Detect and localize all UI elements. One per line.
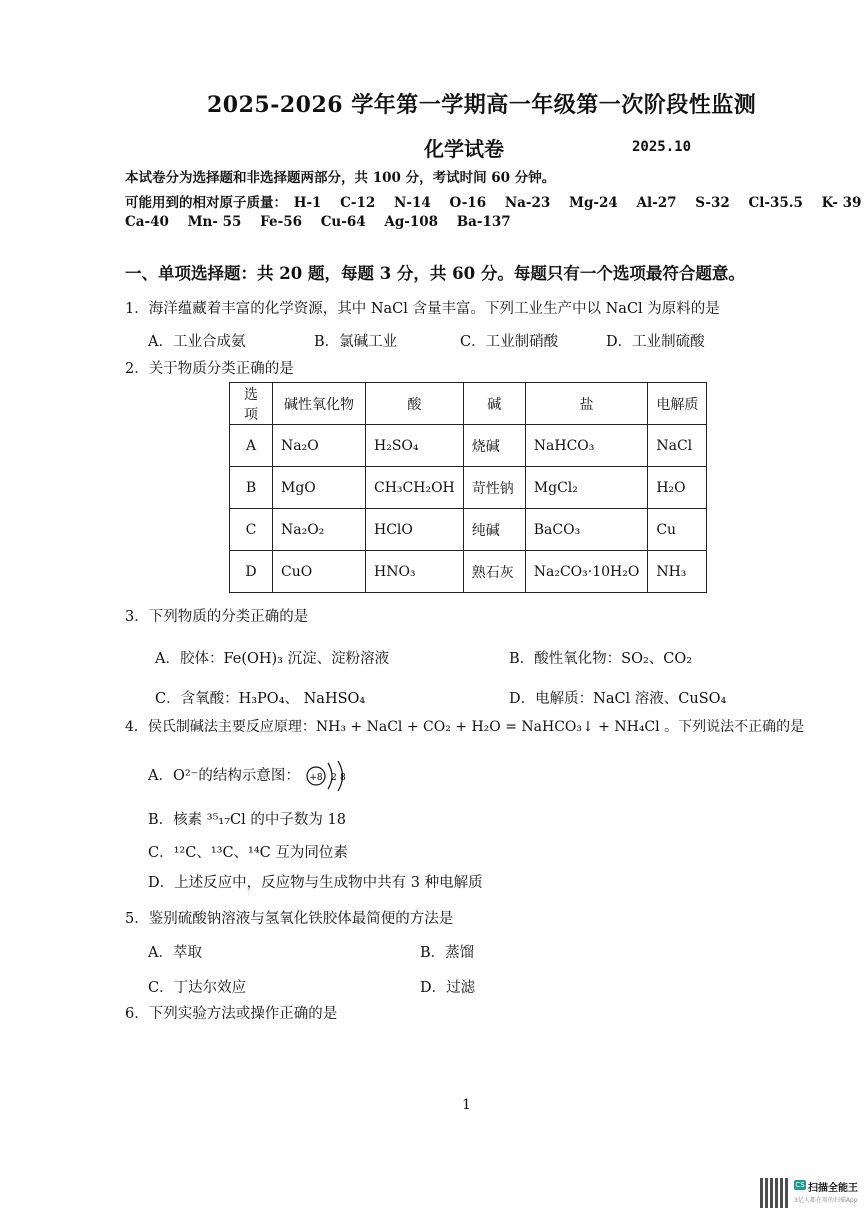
table-header: 碱性氧化物 bbox=[273, 383, 366, 425]
exam-instructions: 本试卷分为选择题和非选择题两部分，共 100 分，考试时间 60 分钟。 bbox=[125, 170, 556, 186]
table-cell: NH₃ bbox=[648, 551, 707, 593]
scanner-tagline: 3亿人都在用的扫描App bbox=[794, 1197, 858, 1204]
q5-option-d: D．过滤 bbox=[420, 980, 476, 996]
q1-option-b: B．氯碱工业 bbox=[314, 334, 398, 350]
table-header: 选项 bbox=[230, 383, 273, 425]
q4-option-a-label: A．O²⁻的结构示意图： bbox=[148, 768, 300, 784]
mass-item: Fe-56 bbox=[260, 214, 302, 230]
q4-option-c: C．¹²C、¹³C、¹⁴C 互为同位素 bbox=[148, 845, 348, 861]
table-cell: HClO bbox=[366, 509, 464, 551]
table-cell: HNO₃ bbox=[366, 551, 464, 593]
table-cell: MgCl₂ bbox=[525, 467, 648, 509]
q3-option-b: B．酸性氧化物：SO₂、CO₂ bbox=[509, 651, 693, 667]
nucleus-charge: +8 bbox=[309, 773, 324, 783]
q1-option-d: D．工业制硫酸 bbox=[606, 334, 705, 350]
mass-item: Mg-24 bbox=[569, 195, 618, 211]
qr-code-icon bbox=[760, 1178, 790, 1208]
scanner-brand-name: 扫描全能王 bbox=[808, 1183, 858, 1194]
table-cell: Na₂CO₃·10H₂O bbox=[525, 551, 648, 593]
table-cell: CuO bbox=[273, 551, 366, 593]
scanner-watermark bbox=[760, 1178, 858, 1212]
q5-option-a: A．萃取 bbox=[148, 945, 202, 961]
mass-item: Cl-35.5 bbox=[748, 195, 803, 211]
oxide-ion-structure-diagram bbox=[304, 757, 354, 795]
mass-item: O-16 bbox=[449, 195, 487, 211]
camscanner-logo-icon: CS bbox=[795, 1181, 805, 1189]
table-cell: NaHCO₃ bbox=[525, 425, 648, 467]
table-cell: H₂O bbox=[648, 467, 707, 509]
table-header-row bbox=[230, 383, 707, 425]
question-3-stem: 3．下列物质的分类正确的是 bbox=[125, 609, 309, 625]
mass-item: Cu-64 bbox=[320, 214, 366, 230]
table-header: 碱 bbox=[463, 383, 525, 425]
mass-item: Ca-40 bbox=[125, 214, 169, 230]
table-header: 电解质 bbox=[648, 383, 707, 425]
atomic-mass-line-2 bbox=[125, 214, 525, 230]
mass-item: K- 39 bbox=[821, 195, 862, 211]
shell-electrons: 8 bbox=[340, 773, 347, 783]
q5-option-c: C．丁达尔效应 bbox=[148, 980, 247, 996]
q3-option-a: A．胶体：Fe(OH)₃ 沉淀、淀粉溶液 bbox=[155, 651, 390, 667]
mass-item: Ag-108 bbox=[384, 214, 439, 230]
q1-option-c: C．工业制硝酸 bbox=[460, 334, 559, 350]
question-1-stem: 1．海洋蕴藏着丰富的化学资源，其中 NaCl 含量丰富。下列工业生产中以 NaCl 为原料的是 bbox=[125, 301, 720, 317]
shell-electrons: 2 bbox=[331, 773, 338, 783]
table-row bbox=[230, 467, 707, 509]
page-number: 1 bbox=[462, 1097, 471, 1113]
table-cell: C bbox=[230, 509, 273, 551]
table-cell: 烧碱 bbox=[463, 425, 525, 467]
atomic-mass-line-1 bbox=[125, 191, 867, 211]
question-4-stem: 4．侯氏制碱法主要反应原理：NH₃ + NaCl + CO₂ + H₂O = NaHCO₃↓ + NH₄Cl 。下列说法不正确的是 bbox=[125, 719, 805, 735]
mass-item: Mn- 55 bbox=[187, 214, 242, 230]
mass-item: H-1 bbox=[293, 195, 322, 211]
table-row bbox=[230, 551, 707, 593]
table-cell: Na₂O₂ bbox=[273, 509, 366, 551]
atomic-mass-label: 可能用到的相对原子质量： bbox=[125, 195, 287, 211]
table-cell: 纯碱 bbox=[463, 509, 525, 551]
section-heading: 一、单项选择题：共 20 题，每题 3 分，共 60 分。每题只有一个选项最符合题意。 bbox=[125, 264, 745, 283]
table-cell: CH₃CH₂OH bbox=[366, 467, 464, 509]
table-cell: B bbox=[230, 467, 273, 509]
question-2-stem: 2．关于物质分类正确的是 bbox=[125, 361, 294, 377]
table-row bbox=[230, 509, 707, 551]
q5-option-b: B．蒸馏 bbox=[420, 945, 475, 961]
q3-option-d: D．电解质：NaCl 溶液、CuSO₄ bbox=[509, 691, 727, 707]
mass-item: Na-23 bbox=[504, 195, 551, 211]
table-cell: Cu bbox=[648, 509, 707, 551]
table-cell: NaCl bbox=[648, 425, 707, 467]
table-cell: 苛性钠 bbox=[463, 467, 525, 509]
mass-item: N-14 bbox=[394, 195, 431, 211]
question-5-stem: 5．鉴别硫酸钠溶液与氢氧化铁胶体最简便的方法是 bbox=[125, 911, 454, 927]
mass-item: C-12 bbox=[340, 195, 376, 211]
mass-item: Ba-137 bbox=[456, 214, 511, 230]
q4-option-b: B．核素 ³⁵₁₇Cl 的中子数为 18 bbox=[148, 812, 346, 828]
table-header: 盐 bbox=[525, 383, 648, 425]
classification-table bbox=[229, 382, 707, 593]
table-cell: A bbox=[230, 425, 273, 467]
table-header: 酸 bbox=[366, 383, 464, 425]
table-cell: MgO bbox=[273, 467, 366, 509]
mass-item: Al-27 bbox=[636, 195, 677, 211]
table-cell: H₂SO₄ bbox=[366, 425, 464, 467]
table-cell: D bbox=[230, 551, 273, 593]
table-cell: 熟石灰 bbox=[463, 551, 525, 593]
q4-option-d: D．上述反应中，反应物与生成物中共有 3 种电解质 bbox=[148, 875, 483, 891]
mass-item: S-32 bbox=[695, 195, 730, 211]
question-6-stem: 6．下列实验方法或操作正确的是 bbox=[125, 1006, 338, 1022]
table-row bbox=[230, 425, 707, 467]
q4-option-a bbox=[148, 757, 354, 795]
exam-title: 2025-2026 学年第一学期高一年级第一次阶段性监测 bbox=[207, 92, 757, 118]
exam-date: 2025.10 bbox=[632, 139, 692, 155]
exam-subject: 化学试卷 bbox=[424, 137, 504, 161]
table-cell: Na₂O bbox=[273, 425, 366, 467]
q3-option-c: C．含氧酸：H₃PO₄、 NaHSO₄ bbox=[155, 691, 366, 707]
q1-option-a: A．工业合成氨 bbox=[148, 334, 246, 350]
table-cell: BaCO₃ bbox=[525, 509, 648, 551]
